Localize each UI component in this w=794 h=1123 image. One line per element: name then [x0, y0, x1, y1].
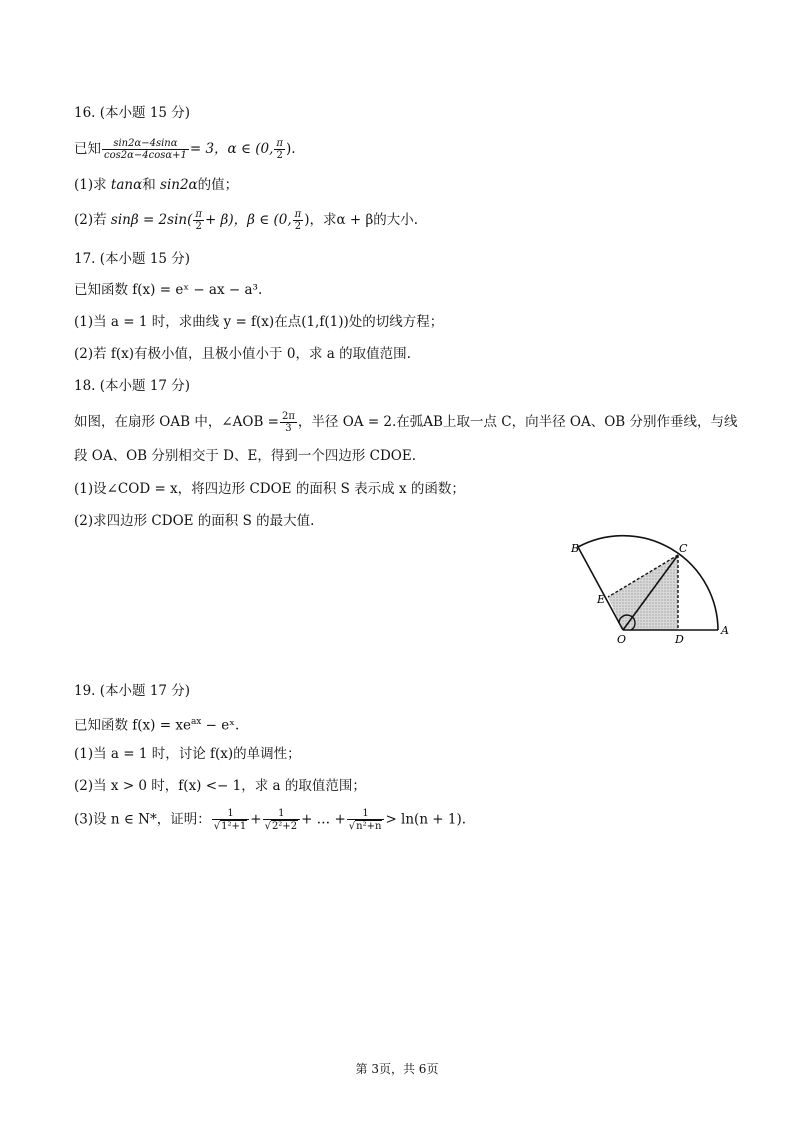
- q19-part1: (1)当 a = 1 时，讨论 f(x)的单调性；: [74, 746, 301, 762]
- q16-frac-den: cos2α−4cosα+1: [104, 150, 187, 161]
- q16-p2-post: )，求α + β的大小.: [304, 212, 419, 228]
- q16-given-post: = 3，α ∈ (0,: [189, 141, 274, 157]
- q16-p1-tan: tanα: [110, 177, 143, 193]
- q17-given: 已知函数 f(x) = eˣ − ax − a³.: [74, 282, 263, 298]
- q18-l1-pre: 如图，在扇形 OAB 中，∠AOB =: [74, 414, 279, 430]
- page-footer: 第 3页，共 6页: [355, 1062, 439, 1076]
- q16-p2-pre: (2)若: [74, 212, 111, 228]
- q16-header: 16. (本小题 15 分): [74, 105, 191, 121]
- q16-p2-frac1: [193, 209, 204, 232]
- term-num: 1: [263, 808, 301, 820]
- term1-den: 1²+1: [221, 821, 247, 832]
- q16-p1-post: 的值；: [197, 177, 239, 193]
- q16-p1-mid: 和: [142, 177, 161, 193]
- sector-figure: [565, 530, 735, 650]
- q19-p3-pre: (3)设 n ∈ N*，证明：: [74, 811, 211, 828]
- ellipsis: + … +: [301, 811, 346, 828]
- q19-given-a: 已知函数 f(x) = xe: [74, 717, 191, 734]
- pi-den: 2: [294, 221, 302, 232]
- term-num: 1: [212, 808, 250, 820]
- quad-cdoe: [608, 555, 678, 630]
- pi-den: 2: [195, 221, 202, 232]
- q16-given: [74, 138, 296, 161]
- label-b: B: [571, 542, 580, 555]
- q19-term2: $\frac{1}{\text{√2²+2}}$: [263, 808, 301, 832]
- q19-part3: [74, 808, 466, 832]
- q16-p2-expr: sinβ = 2sin(: [110, 212, 193, 228]
- radius-ob: [578, 547, 623, 630]
- label-d: D: [675, 633, 684, 646]
- pi-num: π: [276, 138, 283, 149]
- q18-part2: (2)求四边形 CDOE 的面积 S 的最大值.: [74, 513, 315, 529]
- pi-num: π: [294, 209, 302, 220]
- q19-given: [74, 712, 239, 736]
- q19-term1: $\frac{1}{\text{√1²+1}}$: [212, 808, 250, 832]
- pi-num: π: [195, 209, 202, 220]
- q18-angle-frac: [280, 411, 297, 434]
- label-c: C: [679, 542, 688, 555]
- label-a: A: [721, 624, 729, 637]
- q17-header: 17. (本小题 15 分): [74, 251, 191, 267]
- q17-part1: (1)当 a = 1 时，求曲线 y = f(x)在点(1,f(1))处的切线方程；: [74, 314, 444, 330]
- q18-l1-post: ，半径 OA = 2.在弧AB上取一点 C，向半径 OA、OB 分别作垂线，与线: [297, 414, 738, 430]
- q19-given-sup: ax: [190, 717, 202, 727]
- q19-p3-post: > ln(n + 1).: [385, 811, 467, 828]
- q19-given-b: − eˣ.: [201, 717, 240, 734]
- label-o: O: [617, 633, 627, 646]
- q19-header: 19. (本小题 17 分): [74, 683, 191, 699]
- q19-part2: (2)当 x > 0 时，f(x) <− 1，求 a 的取值范围；: [74, 778, 366, 794]
- q16-close: ).: [285, 141, 296, 157]
- q19-termn: $\frac{1}{\text{√n²+n}}$: [347, 808, 385, 832]
- label-e: E: [597, 593, 606, 606]
- q16-given-prefix: 已知: [74, 141, 101, 157]
- q18-line2: 段 OA、OB 分别相交于 D、E，得到一个四边形 CDOE.: [74, 448, 417, 464]
- term-num: 1: [347, 808, 385, 820]
- q16-p2-frac2: [293, 209, 304, 232]
- q16-pi-half: [274, 138, 285, 161]
- pi-den: 2: [276, 150, 283, 161]
- q16-p1-sin: sin2α: [160, 177, 198, 193]
- q16-frac-num: sin2α−4sinα: [102, 138, 189, 150]
- q16-p1-pre: (1)求: [74, 177, 111, 193]
- q17-part2: (2)若 f(x)有极小值，且极小值小于 0，求 a 的取值范围.: [74, 346, 411, 362]
- termn-den: n²+n: [356, 821, 382, 832]
- q16-p2-mid: + β)，β ∈ (0,: [204, 212, 292, 228]
- q16-part1: [74, 175, 238, 195]
- q18-part1: (1)设∠COD = x，将四边形 CDOE 的面积 S 表示成 x 的函数；: [74, 481, 465, 497]
- q16-part2: [74, 209, 418, 232]
- q18-frac-num: 2π: [281, 411, 295, 422]
- plus-sign: +: [250, 811, 262, 828]
- q18-frac-den: 3: [285, 423, 292, 434]
- q18-header: 18. (本小题 17 分): [74, 378, 191, 394]
- q16-fraction: [102, 138, 189, 161]
- term2-den: 2²+2: [271, 821, 298, 832]
- q18-line1: [74, 411, 737, 434]
